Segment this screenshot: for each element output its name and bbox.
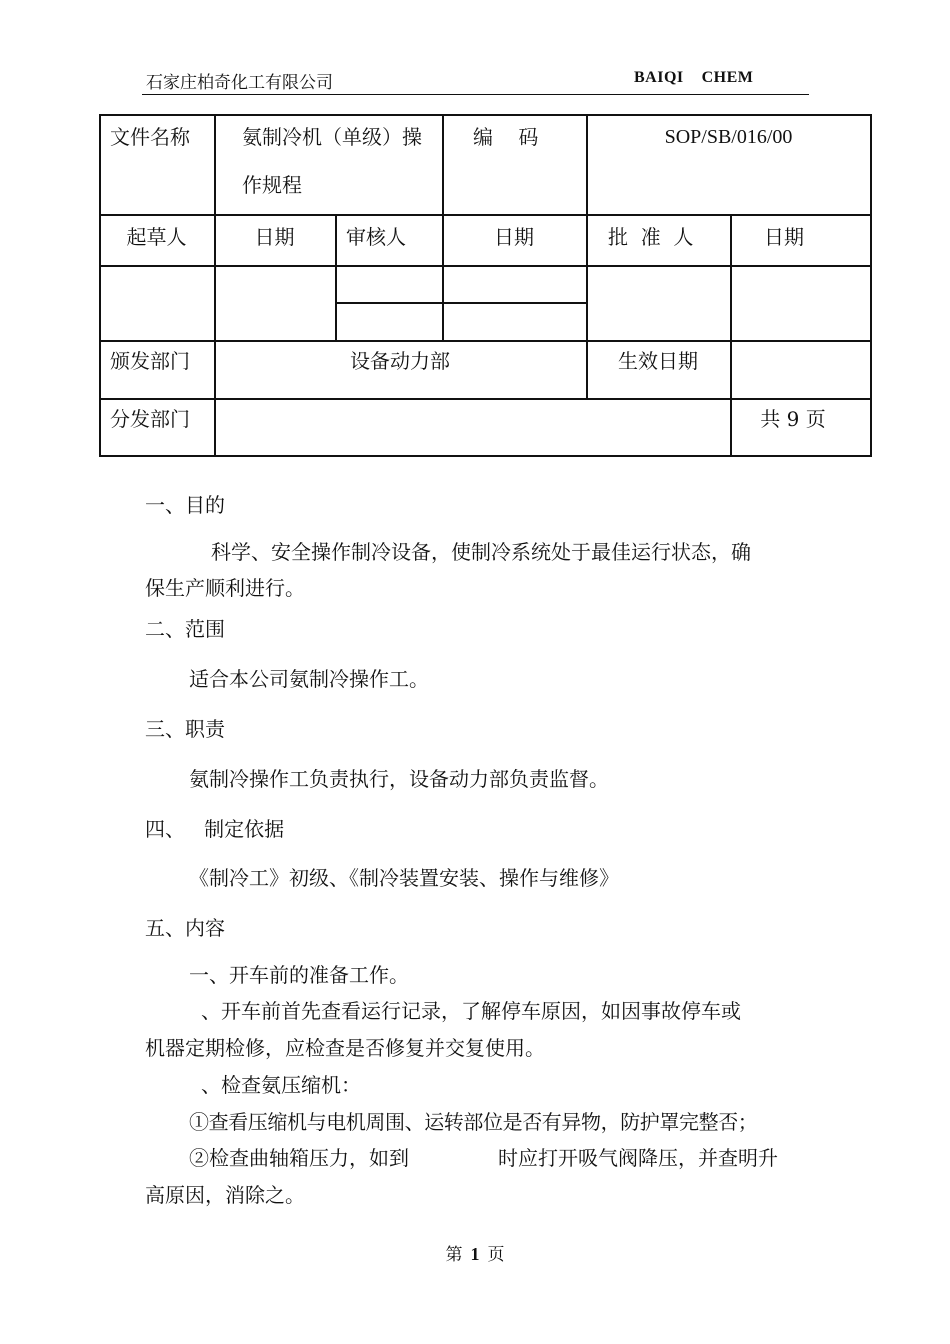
- purpose-paragraph-line2: 保生产顺利进行。: [145, 576, 305, 600]
- header-divider: [142, 94, 809, 95]
- page-prefix: 第: [445, 1245, 463, 1265]
- table-rule: [335, 302, 586, 304]
- table-border-right: [870, 114, 872, 457]
- approve-date-label: 日期: [764, 225, 804, 249]
- brand-name: BAIQI CHEM: [634, 69, 754, 86]
- code-label: 编 码: [473, 125, 539, 149]
- reviewer-label: 审核人: [346, 225, 406, 249]
- table-rule: [335, 214, 337, 340]
- file-name-value-line2: 作规程: [242, 173, 302, 197]
- section-title-scope: 二、范围: [145, 617, 225, 641]
- section-title-responsibility: 三、职责: [145, 717, 225, 741]
- responsibility-paragraph: 氨制冷操作工负责执行，设备动力部负责监督。: [189, 767, 609, 791]
- document-control-table: [99, 114, 872, 457]
- table-rule: [214, 114, 216, 457]
- table-rule: [442, 114, 444, 214]
- item1-line1: 、开车前首先查看运行记录，了解停车原因，如因事故停车或: [201, 999, 741, 1023]
- section-title-content: 五、内容: [145, 916, 225, 940]
- table-border-left: [99, 114, 101, 457]
- issue-dept-value: 设备动力部: [350, 349, 450, 373]
- file-name-value-line1: 氨制冷机（单级）操: [242, 125, 422, 149]
- drafter-label: 起草人: [126, 225, 187, 249]
- subsection-title-preparation: 一、开车前的准备工作。: [189, 963, 409, 987]
- item2-point-b-line1a: ②检查曲轴箱压力，如到: [189, 1146, 409, 1170]
- approver-label: 批 准 人: [608, 225, 694, 249]
- item1-line2: 机器定期检修，应检查是否修复并交复使用。: [145, 1036, 545, 1060]
- section-title-basis: 四、 制定依据: [145, 817, 285, 841]
- issue-dept-label: 颁发部门: [110, 349, 190, 373]
- page-total: 共 9 页: [760, 407, 826, 431]
- page-number: 1: [470, 1244, 480, 1264]
- scope-paragraph: 适合本公司氨制冷操作工。: [189, 667, 429, 691]
- company-name: 石家庄柏奇化工有限公司: [146, 73, 333, 93]
- purpose-paragraph-line1: 科学、安全操作制冷设备，使制冷系统处于最佳运行状态，确: [211, 540, 751, 564]
- draft-date-label: 日期: [254, 225, 295, 249]
- effective-date-label: 生效日期: [618, 349, 698, 373]
- page-footer: [0, 1240, 950, 1265]
- item2-point-b-line2: 高原因，消除之。: [145, 1183, 305, 1207]
- section-title-purpose: 一、目的: [145, 493, 225, 517]
- distribution-dept-label: 分发部门: [110, 407, 190, 431]
- code-value: SOP/SB/016/00: [664, 126, 793, 148]
- item2-point-b-line1b: 时应打开吸气阀降压，并查明升: [498, 1146, 778, 1170]
- review-date-label: 日期: [494, 225, 534, 249]
- basis-paragraph: 《制冷工》初级、《制冷装置安装、操作与维修》: [189, 866, 619, 890]
- file-name-label: 文件名称: [110, 125, 190, 149]
- item2-title: 、检查氨压缩机：: [201, 1073, 361, 1097]
- page-suffix: 页: [487, 1245, 505, 1265]
- item2-point-a: ①查看压缩机与电机周围、运转部位是否有异物，防护罩完整否；: [189, 1110, 758, 1134]
